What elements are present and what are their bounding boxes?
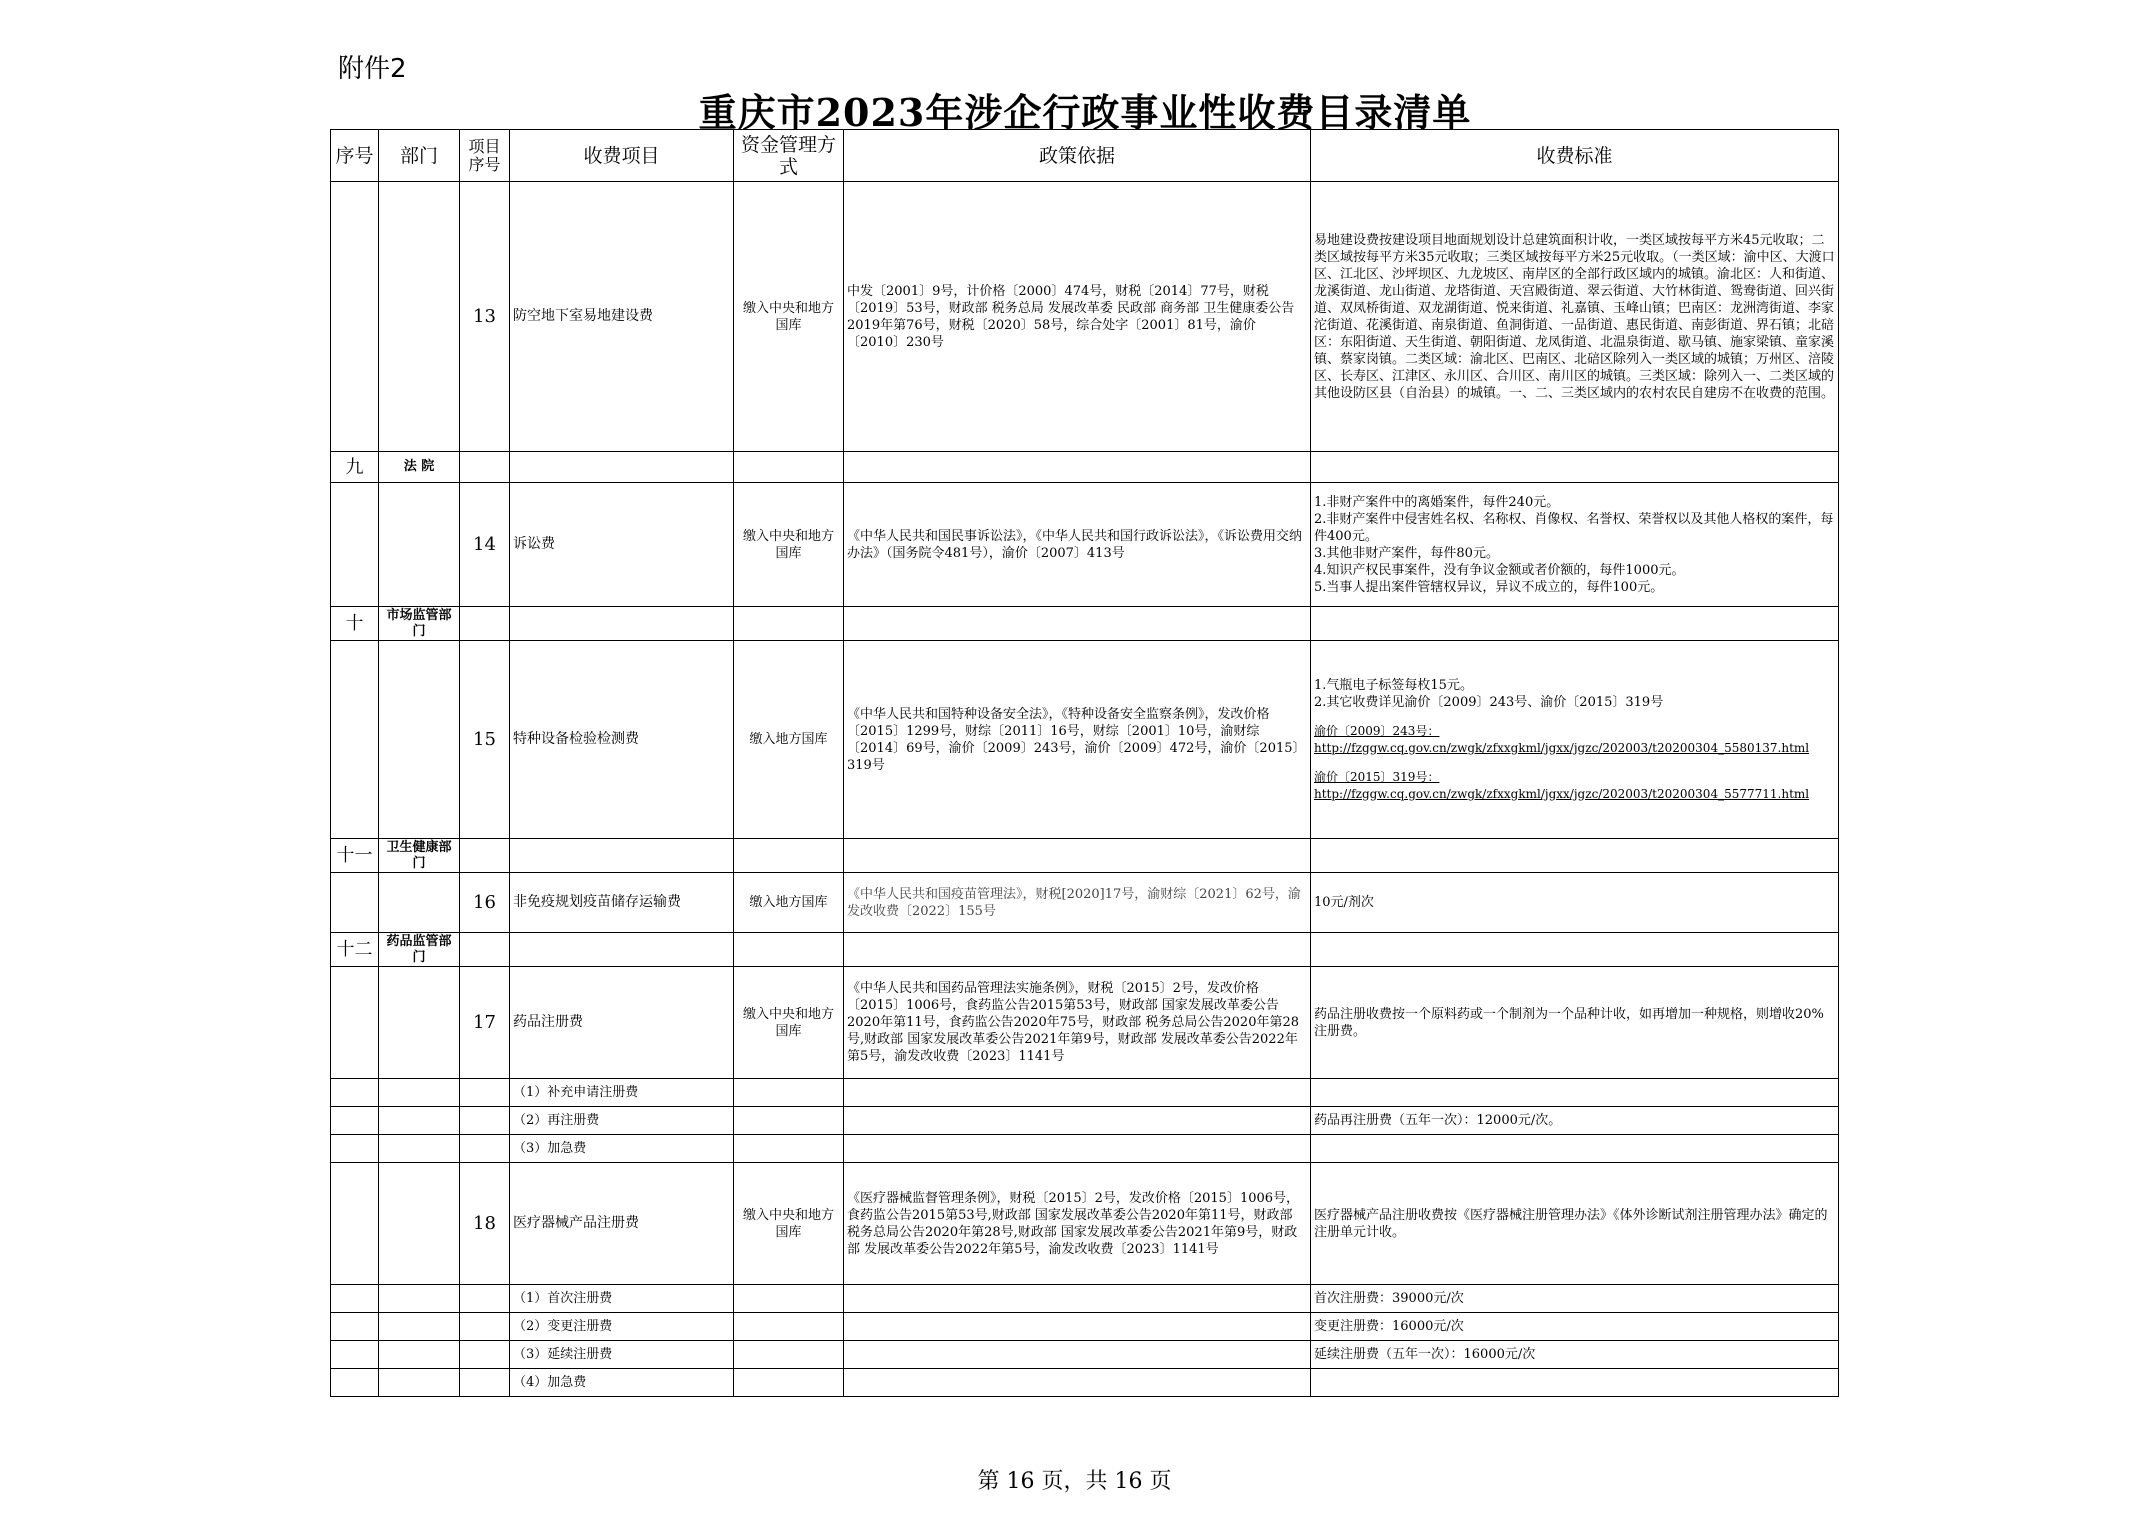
fee-standard — [1311, 641, 1839, 839]
sub-item-standard — [1311, 1079, 1839, 1107]
dept-seq: 十二 — [331, 933, 379, 967]
header-mgmt: 资金管理方式 — [734, 130, 844, 182]
header-standard: 收费标准 — [1311, 130, 1839, 182]
standard-line: 4.知识产权民事案件，没有争议金额或者价额的，每件1000元。 — [1314, 562, 1685, 578]
dept-row — [331, 839, 1839, 873]
item-name: 非免疫规划疫苗储存运输费 — [510, 873, 734, 933]
table-row — [331, 1163, 1839, 1285]
page-footer: 第 16 页，共 16 页 — [977, 1469, 1172, 1494]
dept-row — [331, 607, 1839, 641]
cell-seq — [331, 182, 379, 452]
dept-row — [331, 933, 1839, 967]
sub-item-standard: 延续注册费（五年一次）：16000元/次 — [1311, 1341, 1839, 1369]
dept-row — [331, 452, 1839, 483]
item-number: 14 — [460, 483, 510, 607]
item-name: 诉讼费 — [510, 483, 734, 607]
table-row — [331, 641, 1839, 839]
standard-line: 1.气瓶电子标签每枚15元。 — [1314, 677, 1473, 693]
dept-name: 卫生健康部门 — [379, 839, 460, 873]
dept-seq: 十 — [331, 607, 379, 641]
item-number: 13 — [460, 182, 510, 452]
policy-basis: 《中华人民共和国药品管理法实施条例》，财税〔2015〕2号，发改价格〔2015〕1006号，食药监公告2015第53号，财政部 国家发展改革委公告2020年第11号，食药监公告2020年75号，财政部 税务总局公告2020年第28号,财政部 国家发展改革委公告2021年第9号，财政部 发展改革委公告2022年第5号，渝发改收费〔2023〕1141号 — [844, 967, 1311, 1079]
dept-seq: 九 — [331, 452, 379, 483]
header-row — [331, 130, 1839, 182]
standard-line: 1.非财产案件中的离婚案件，每件240元。 — [1314, 494, 1560, 510]
fee-standard — [1311, 483, 1839, 607]
item-number: 15 — [460, 641, 510, 839]
standard-line: 5.当事人提出案件管辖权异议，异议不成立的，每件100元。 — [1314, 579, 1664, 595]
item-number: 16 — [460, 873, 510, 933]
fund-management: 缴入中央和地方国库 — [734, 483, 844, 607]
dept-name: 市场监管部门 — [379, 607, 460, 641]
sub-item-row — [331, 1341, 1839, 1369]
sub-item-row — [331, 1079, 1839, 1107]
sub-item-name: （3）加急费 — [510, 1135, 734, 1163]
item-name: 防空地下室易地建设费 — [510, 182, 734, 452]
fee-standard: 药品注册收费按一个原料药或一个制剂为一个品种计收，如再增加一种规格，则增收20%注册费。 — [1311, 967, 1839, 1079]
fund-management: 缴入中央和地方国库 — [734, 967, 844, 1079]
header-policy: 政策依据 — [844, 130, 1311, 182]
fund-management: 缴入地方国库 — [734, 641, 844, 839]
policy-basis: 《医疗器械监督管理条例》，财税〔2015〕2号，发改价格〔2015〕1006号，食药监公告2015第53号,财政部 国家发展改革委公告2020年第11号，财政部 税务总局公告2020年第28号,财政部 国家发展改革委公告2021年第9号，财政部 发展改革委公告2022年第5号，渝发改收费〔2023〕1141号 — [844, 1163, 1311, 1285]
attachment-label: 附件2 — [338, 54, 407, 84]
sub-item-row — [331, 1369, 1839, 1397]
sub-item-name: （1）补充申请注册费 — [510, 1079, 734, 1107]
dept-name: 法 院 — [379, 452, 460, 483]
sub-item-name: （2）再注册费 — [510, 1107, 734, 1135]
standard-line: 3.其他非财产案件，每件80元。 — [1314, 545, 1499, 561]
item-number: 17 — [460, 967, 510, 1079]
sub-item-row — [331, 1107, 1839, 1135]
policy-basis: 《中华人民共和国疫苗管理法》，财税[2020]17号，渝财综〔2021〕62号，渝发改收费〔2022〕155号 — [844, 873, 1311, 933]
header-item: 收费项目 — [510, 130, 734, 182]
standard-line: 2.非财产案件中侵害姓名权、名称权、肖像权、名誉权、荣誉权以及其他人格权的案件，每件400元。 — [1314, 511, 1834, 544]
fee-standard: 易地建设费按建设项目地面规划设计总建筑面积计收，一类区域按每平方米45元收取；二类区域按每平方米35元收取；三类区域按每平方米25元收取。（一类区域：渝中区、大渡口区、江北区、沙坪坝区、九龙坡区、南岸区的全部行政区域内的城镇。渝北区：人和街道、龙溪街道、龙山街道、龙塔街道、天宫殿街道、翠云街道、大竹林街道、鸳鸯街道、回兴街道、双凤桥街道、双龙湖街道、悦来街道、礼嘉镇、玉峰山镇；巴南区：龙洲湾街道、李家沱街道、花溪街道、南泉街道、鱼洞街道、一品街道、惠民街道、南彭街道、界石镇；北碚区：东阳街道、天生街道、朝阳街道、龙凤街道、北温泉街道、歇马镇、施家梁镇、童家溪镇、蔡家岗镇。二类区域：渝北区、巴南区、北碚区除列入一类区域的城镇；万州区、涪陵区、长寿区、江津区、永川区、合川区、南川区的城镇。三类区域：除列入一、二类区域的其他设防区县（自治县）的城镇。一、二、三类区域内的农村农民自建房不在收费的范围。 — [1311, 182, 1839, 452]
reference-link[interactable]: http://fzggw.cq.gov.cn/zwgk/zfxxgkml/jgxx/jgzc/202003/t20200304_5580137.html — [1314, 740, 1810, 755]
header-seq: 序号 — [331, 130, 379, 182]
item-name: 特种设备检验检测费 — [510, 641, 734, 839]
sub-item-name: （4）加急费 — [510, 1369, 734, 1397]
fund-management: 缴入中央和地方国库 — [734, 1163, 844, 1285]
fee-standard: 医疗器械产品注册收费按《医疗器械注册管理办法》《体外诊断试剂注册管理办法》确定的注册单元计收。 — [1311, 1163, 1839, 1285]
cell-dept — [379, 182, 460, 452]
fee-table — [330, 129, 1839, 1397]
dept-seq: 十一 — [331, 839, 379, 873]
table-row — [331, 483, 1839, 607]
policy-basis: 中发〔2001〕9号，计价格〔2000〕474号，财税〔2014〕77号，财税〔2019〕53号，财政部 税务总局 发展改革委 民政部 商务部 卫生健康委公告2019年第76号，财税〔2020〕58号，综合处字〔2001〕81号，渝价〔2010〕230号 — [844, 182, 1311, 452]
policy-basis: 《中华人民共和国民事诉讼法》，《中华人民共和国行政诉讼法》，《诉讼费用交纳办法》（国务院令481号），渝价〔2007〕413号 — [844, 483, 1311, 607]
item-name: 医疗器械产品注册费 — [510, 1163, 734, 1285]
sub-item-standard: 首次注册费：39000元/次 — [1311, 1285, 1839, 1313]
sub-item-standard: 变更注册费：16000元/次 — [1311, 1313, 1839, 1341]
sub-item-row — [331, 1135, 1839, 1163]
policy-basis: 《中华人民共和国特种设备安全法》，《特种设备安全监察条例》，发改价格〔2015〕1299号，财综〔2011〕16号，财综〔2001〕10号，渝财综〔2014〕69号，渝价〔2009〕243号，渝价〔2009〕472号，渝价〔2015〕319号 — [844, 641, 1311, 839]
reference-label: 渝价〔2009〕243号： — [1314, 723, 1440, 738]
sub-item-name: （2）变更注册费 — [510, 1313, 734, 1341]
sub-item-name: （3）延续注册费 — [510, 1341, 734, 1369]
sub-item-row — [331, 1285, 1839, 1313]
table-row — [331, 873, 1839, 933]
sub-item-name: （1）首次注册费 — [510, 1285, 734, 1313]
reference-label: 渝价〔2015〕319号： — [1314, 769, 1440, 784]
sub-item-standard — [1311, 1135, 1839, 1163]
fund-management: 缴入中央和地方国库 — [734, 182, 844, 452]
fund-management: 缴入地方国库 — [734, 873, 844, 933]
item-number: 18 — [460, 1163, 510, 1285]
reference-link[interactable]: http://fzggw.cq.gov.cn/zwgk/zfxxgkml/jgxx/jgzc/202003/t20200304_5577711.html — [1314, 786, 1810, 801]
dept-name: 药品监管部门 — [379, 933, 460, 967]
page-title: 重庆市2023年涉企行政事业性收费目录清单 — [698, 90, 1472, 135]
header-dept: 部门 — [379, 130, 460, 182]
sub-item-standard: 药品再注册费（五年一次）：12000元/次。 — [1311, 1107, 1839, 1135]
table-row — [331, 182, 1839, 452]
sub-item-standard — [1311, 1369, 1839, 1397]
header-item-no: 项目序号 — [460, 130, 510, 182]
table-row — [331, 967, 1839, 1079]
item-name: 药品注册费 — [510, 967, 734, 1079]
fee-standard: 10元/剂次 — [1311, 873, 1839, 933]
sub-item-row — [331, 1313, 1839, 1341]
standard-line: 2.其它收费详见渝价〔2009〕243号、渝价〔2015〕319号 — [1314, 694, 1664, 710]
